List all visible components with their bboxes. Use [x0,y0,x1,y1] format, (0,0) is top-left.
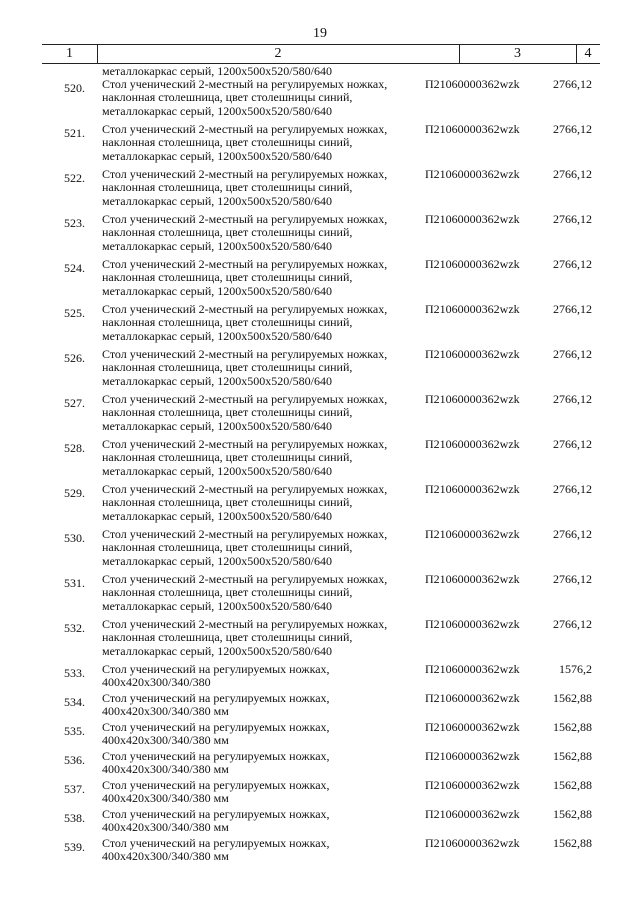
row-description: Стол ученический 2-местный на регулируемых ножках, наклонная столешница, цвет столешницы синий, металлокаркас серый, 1200x500x520/580/640 [102,212,388,253]
row-price: 2766,12 [553,482,592,496]
row-price: 1562,88 [553,778,592,792]
table-header [42,44,600,64]
row-number: 526. [64,351,85,365]
row-number: 534. [64,695,85,709]
row-description: Стол ученический 2-местный на регулируемых ножках, наклонная столешница, цвет столешницы синий, металлокаркас серый, 1200x500x520/580/640 [102,167,388,208]
row-description: Стол ученический 2-местный на регулируемых ножках, наклонная столешница, цвет столешницы синий, металлокаркас серый, 1200x500x520/580/640 [102,482,388,523]
table-row [42,258,600,303]
row-number: 529. [64,486,85,500]
header-col-2: 2 [274,46,282,61]
row-code: П21060000362wzk [425,572,520,586]
row-price: 1562,88 [553,749,592,763]
row-number: 525. [64,306,85,320]
page-number: 19 [313,26,327,41]
row-code: П21060000362wzk [425,720,520,734]
row-number: 531. [64,576,85,590]
row-description: Стол ученический 2-местный на регулируемых ножках, наклонная столешница, цвет столешницы синий, металлокаркас серый, 1200x500x520/580/640 [102,617,388,658]
row-price: 1562,88 [553,691,592,705]
row-price: 2766,12 [553,527,592,541]
row-price: 1562,88 [553,836,592,850]
row-price: 1562,88 [553,807,592,821]
table-row [42,348,600,393]
table-row [42,303,600,348]
row-description: Стол ученический 2-местный на регулируемых ножках, наклонная столешница, цвет столешницы синий, металлокаркас серый, 1200x500x520/580/640 [102,77,388,118]
row-number: 524. [64,261,85,275]
row-description: Стол ученический 2-местный на регулируемых ножках, наклонная столешница, цвет столешницы синий, металлокаркас серый, 1200x500x520/580/640 [102,122,388,163]
row-code: П21060000362wzk [425,392,520,406]
row-description: Стол ученический на регулируемых ножках, 400x420x300/340/380 [102,662,330,690]
row-code: П21060000362wzk [425,347,520,361]
row-number: 538. [64,811,85,825]
table-row [42,393,600,438]
row-code: П21060000362wzk [425,257,520,271]
row-code: П21060000362wzk [425,691,520,705]
row-price: 2766,12 [553,392,592,406]
row-number: 539. [64,840,85,854]
row-price: 2766,12 [553,437,592,451]
header-col-3: 3 [514,46,521,61]
row-price: 2766,12 [553,167,592,181]
row-price: 2766,12 [553,122,592,136]
table-row [42,663,600,692]
table-row [42,483,600,528]
row-price: 2766,12 [553,212,592,226]
row-description: Стол ученический 2-местный на регулируемых ножках, наклонная столешница, цвет столешницы синий, металлокаркас серый, 1200x500x520/580/640 [102,302,388,343]
row-description: Стол ученический на регулируемых ножках, 400x420x300/340/380 мм [102,720,330,748]
table-row [42,123,600,168]
row-code: П21060000362wzk [425,749,520,763]
table-row [42,837,600,866]
table-row [42,721,600,750]
row-number: 528. [64,441,85,455]
row-price: 2766,12 [553,77,592,91]
table-row [42,808,600,837]
row-description: Стол ученический на регулируемых ножках, 400x420x300/340/380 мм [102,778,330,806]
row-price: 2766,12 [553,617,592,631]
row-price: 2766,12 [553,302,592,316]
row-description: Стол ученический 2-местный на регулируемых ножках, наклонная столешница, цвет столешницы синий, металлокаркас серый, 1200x500x520/580/640 [102,257,388,298]
row-number: 537. [64,782,85,796]
table-row [42,618,600,663]
table-row [42,78,600,123]
row-code: П21060000362wzk [425,662,520,676]
row-description: Стол ученический 2-местный на регулируемых ножках, наклонная столешница, цвет столешницы синий, металлокаркас серый, 1200x500x520/580/640 [102,437,388,478]
row-price: 2766,12 [553,257,592,271]
row-code: П21060000362wzk [425,836,520,850]
table-body [42,65,600,866]
row-description: Стол ученический 2-местный на регулируемых ножках, наклонная столешница, цвет столешницы синий, металлокаркас серый, 1200x500x520/580/640 [102,347,388,388]
row-number: 527. [64,396,85,410]
table-row [42,750,600,779]
row-code: П21060000362wzk [425,437,520,451]
row-price: 2766,12 [553,572,592,586]
row-code: П21060000362wzk [425,212,520,226]
row-number: 533. [64,666,85,680]
row-description: Стол ученический 2-местный на регулируемых ножках, наклонная столешница, цвет столешницы синий, металлокаркас серый, 1200x500x520/580/640 [102,572,388,613]
row-description: Стол ученический на регулируемых ножках, 400x420x300/340/380 мм [102,807,330,835]
table-row [42,779,600,808]
row-code: П21060000362wzk [425,807,520,821]
table-row [42,573,600,618]
row-code: П21060000362wzk [425,77,520,91]
header-col-1: 1 [66,46,73,61]
row-number: 530. [64,531,85,545]
row-number: 535. [64,724,85,738]
row-number: 520. [64,81,85,95]
table-row [42,168,600,213]
row-code: П21060000362wzk [425,302,520,316]
row-code: П21060000362wzk [425,482,520,496]
row-list [42,78,600,866]
row-code: П21060000362wzk [425,778,520,792]
row-code: П21060000362wzk [425,527,520,541]
row-code: П21060000362wzk [425,122,520,136]
row-number: 536. [64,753,85,767]
table-row [42,213,600,258]
row-description: Стол ученический на регулируемых ножках, 400x420x300/340/380 мм [102,749,330,777]
table-row [42,692,600,721]
row-code: П21060000362wzk [425,617,520,631]
row-description: Стол ученический 2-местный на регулируемых ножках, наклонная столешница, цвет столешницы синий, металлокаркас серый, 1200x500x520/580/640 [102,392,388,433]
continuation-line: металлокаркас серый, 1200x500x520/580/640 [102,64,332,78]
row-number: 522. [64,171,85,185]
table-row [42,438,600,483]
row-code: П21060000362wzk [425,167,520,181]
row-number: 532. [64,621,85,635]
row-description: Стол ученический 2-местный на регулируемых ножках, наклонная столешница, цвет столешницы синий, металлокаркас серый, 1200x500x520/580/640 [102,527,388,568]
row-price: 1576,2 [559,662,592,676]
row-number: 521. [64,126,85,140]
table-row [42,528,600,573]
row-number: 523. [64,216,85,230]
row-price: 1562,88 [553,720,592,734]
row-description: Стол ученический на регулируемых ножках, 400x420x300/340/380 мм [102,836,330,864]
row-price: 2766,12 [553,347,592,361]
row-description: Стол ученический на регулируемых ножках, 400x420x300/340/380 мм [102,691,330,719]
header-col-4: 4 [584,46,592,61]
